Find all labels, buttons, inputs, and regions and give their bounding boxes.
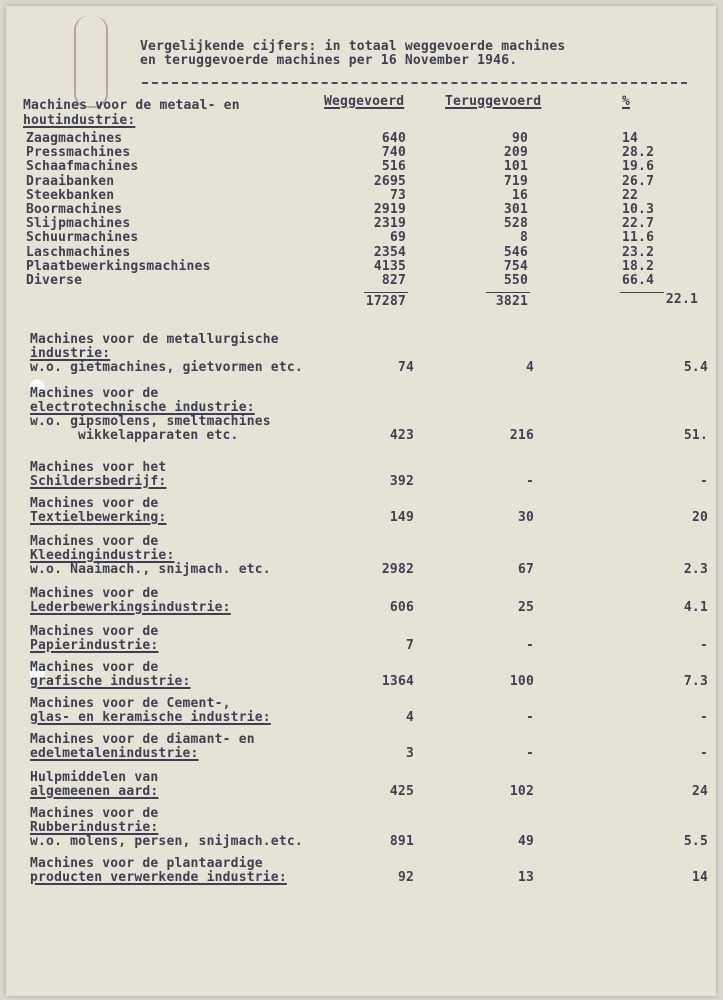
group-percent: 51. (683, 428, 708, 443)
title-line-1: Vergelijkende cijfers: in totaal weggevoerde machines (140, 39, 566, 54)
group-teruggevoerd: - (525, 710, 534, 725)
group-percent: - (699, 710, 708, 725)
group-weggevoerd: 606 (389, 600, 414, 615)
col-header-weggevoerd: Weggevoerd (324, 94, 405, 109)
machine-name: Pressmachines (26, 145, 131, 161)
percent-value: 11.6 (622, 230, 655, 246)
group-heading-underlined: electrotechnische industrie: (30, 400, 255, 415)
percent-value: 19.6 (622, 159, 655, 175)
percent-value: 18.2 (622, 258, 655, 274)
group-text: Machines voor de Cement-, (30, 696, 231, 711)
group-weggevoerd: 1364 (381, 674, 414, 689)
group-text: w.o. molens, persen, snijmach.etc. (30, 834, 303, 849)
group-text: Machines voor de metallurgische (30, 332, 279, 347)
group-teruggevoerd: 100 (509, 674, 534, 689)
teruggevoerd-value: 90 (511, 131, 528, 146)
group-percent: 5.4 (683, 360, 708, 375)
title-separator (142, 82, 687, 84)
group-teruggevoerd: 67 (517, 562, 534, 577)
group-teruggevoerd: - (525, 474, 534, 489)
machine-name: Zaagmachines (26, 131, 123, 146)
machine-name: Schuurmachines (26, 230, 139, 246)
group-weggevoerd: 3 (405, 746, 414, 761)
machine-name: Slijpmachines (26, 216, 131, 232)
weggevoerd-value: 2354 (373, 244, 406, 260)
group-teruggevoerd: - (525, 746, 534, 761)
group-heading-underlined: producten verwerkende industrie: (30, 870, 287, 885)
group-teruggevoerd: 49 (517, 834, 534, 849)
group-teruggevoerd: 13 (517, 870, 534, 885)
group-text: Machines voor de (30, 624, 159, 639)
group-heading-underlined: Kleedingindustrie: (30, 548, 175, 563)
group-heading-underlined: glas- en keramische industrie: (30, 710, 271, 725)
group-weggevoerd: 891 (389, 834, 414, 849)
percent-value: 22 (622, 187, 639, 203)
percent-value: 23.2 (622, 244, 655, 260)
group-heading-underlined: Textielbewerking: (30, 510, 167, 525)
percent-value: 22.7 (622, 216, 655, 232)
section1-heading-2: houtindustrie: (23, 113, 136, 128)
weggevoerd-value: 2919 (373, 202, 406, 217)
group-text: w.o. Naaimach., snijmach. etc. (30, 562, 271, 577)
weggevoerd-value: 827 (381, 273, 406, 288)
total-percent: 22.1 (665, 292, 698, 307)
sum-line-teruggevoerd (486, 292, 530, 293)
group-heading-underlined: grafische industrie: (30, 674, 191, 689)
machine-name: Plaatbewerkingsmachines (26, 258, 211, 274)
group-percent: 14 (691, 870, 708, 885)
group-teruggevoerd: 25 (517, 600, 534, 615)
percent-value: 26.7 (622, 173, 655, 189)
group-percent: 24 (691, 784, 708, 799)
teruggevoerd-value: 546 (503, 244, 528, 260)
group-text: w.o. gipsmolens, smeltmachines (30, 414, 271, 429)
group-heading-underlined: Papierindustrie: (30, 638, 159, 653)
percent-value: 10.3 (622, 202, 655, 217)
group-text: Machines voor de (30, 660, 159, 675)
group-text: Machines voor de diamant- en (30, 732, 255, 747)
group-text: Machines voor de (30, 806, 159, 821)
group-heading-underlined: edelmetalenindustrie: (30, 746, 199, 761)
machine-name: Laschmachines (26, 244, 131, 260)
percent-value: 66.4 (622, 273, 655, 288)
machine-name: Boormachines (26, 202, 123, 217)
teruggevoerd-value: 550 (503, 273, 528, 288)
weggevoerd-value: 516 (381, 159, 406, 175)
group-weggevoerd: 2982 (381, 562, 414, 577)
group-teruggevoerd: 4 (525, 360, 534, 375)
total-weggevoerd: 17287 (365, 294, 406, 309)
sum-line-weggevoerd (364, 292, 408, 293)
group-percent: - (699, 746, 708, 761)
machine-name: Steekbanken (26, 187, 115, 203)
teruggevoerd-value: 8 (519, 230, 528, 246)
group-weggevoerd: 392 (389, 474, 414, 489)
group-text: Machines voor de (30, 534, 159, 549)
group-text: Machines voor het (30, 460, 167, 475)
group-teruggevoerd: - (525, 638, 534, 653)
weggevoerd-value: 4135 (373, 258, 406, 274)
teruggevoerd-value: 16 (511, 187, 528, 203)
teruggevoerd-value: 528 (503, 216, 528, 232)
title-line-2: en teruggevoerde machines per 16 November 1946. (140, 53, 518, 68)
col-header-percent: % (622, 94, 631, 109)
group-heading-underlined: Lederbewerkingsindustrie: (30, 600, 231, 615)
teruggevoerd-value: 301 (503, 202, 528, 217)
group-heading-underlined: algemeenen aard: (30, 784, 159, 799)
group-text: Machines voor de (30, 386, 159, 401)
group-teruggevoerd: 216 (509, 428, 534, 443)
teruggevoerd-value: 754 (503, 258, 528, 274)
group-heading-underlined: Schildersbedrijf: (30, 474, 167, 489)
group-percent: 7.3 (683, 674, 708, 689)
teruggevoerd-value: 101 (503, 159, 528, 175)
group-percent: 5.5 (683, 834, 708, 849)
group-teruggevoerd: 102 (509, 784, 534, 799)
section1-heading-1: Machines voor de metaal- en (23, 98, 240, 113)
total-teruggevoerd: 3821 (495, 294, 528, 309)
weggevoerd-value: 2695 (373, 173, 406, 189)
group-text: Machines voor de plantaardige (30, 856, 263, 871)
group-weggevoerd: 423 (389, 428, 414, 443)
group-text: w.o. gietmachines, gietvormen etc. (30, 360, 303, 375)
teruggevoerd-value: 719 (503, 173, 528, 189)
group-percent: 20 (691, 510, 708, 525)
group-heading-underlined: industrie: (30, 346, 111, 361)
machine-name: Schaafmachines (26, 159, 139, 175)
group-percent: - (699, 474, 708, 489)
machine-name: Diverse (26, 273, 83, 288)
weggevoerd-value: 73 (389, 187, 406, 203)
paperclip-mark (74, 16, 108, 108)
group-weggevoerd: 74 (397, 360, 414, 375)
percent-value: 14 (622, 131, 639, 146)
group-text: wikkelapparaten etc. (78, 428, 239, 443)
document-page (6, 6, 716, 996)
group-percent: 2.3 (683, 562, 708, 577)
col-header-teruggevoerd: Teruggevoerd (445, 94, 542, 109)
weggevoerd-value: 640 (381, 131, 406, 146)
percent-value: 28.2 (622, 145, 655, 161)
group-text: Machines voor de (30, 586, 159, 601)
group-percent: 4.1 (683, 600, 708, 615)
group-weggevoerd: 7 (405, 638, 414, 653)
group-text: Hulpmiddelen van (30, 770, 159, 785)
group-teruggevoerd: 30 (517, 510, 534, 525)
weggevoerd-value: 2319 (373, 216, 406, 232)
machine-name: Draaibanken (26, 173, 115, 189)
group-percent: - (699, 638, 708, 653)
group-weggevoerd: 92 (397, 870, 414, 885)
teruggevoerd-value: 209 (503, 145, 528, 161)
group-weggevoerd: 4 (405, 710, 414, 725)
weggevoerd-value: 69 (389, 230, 406, 246)
group-heading-underlined: Rubberindustrie: (30, 820, 159, 835)
group-text: Machines voor de (30, 496, 159, 511)
group-weggevoerd: 425 (389, 784, 414, 799)
weggevoerd-value: 740 (381, 145, 406, 161)
group-weggevoerd: 149 (389, 510, 414, 525)
